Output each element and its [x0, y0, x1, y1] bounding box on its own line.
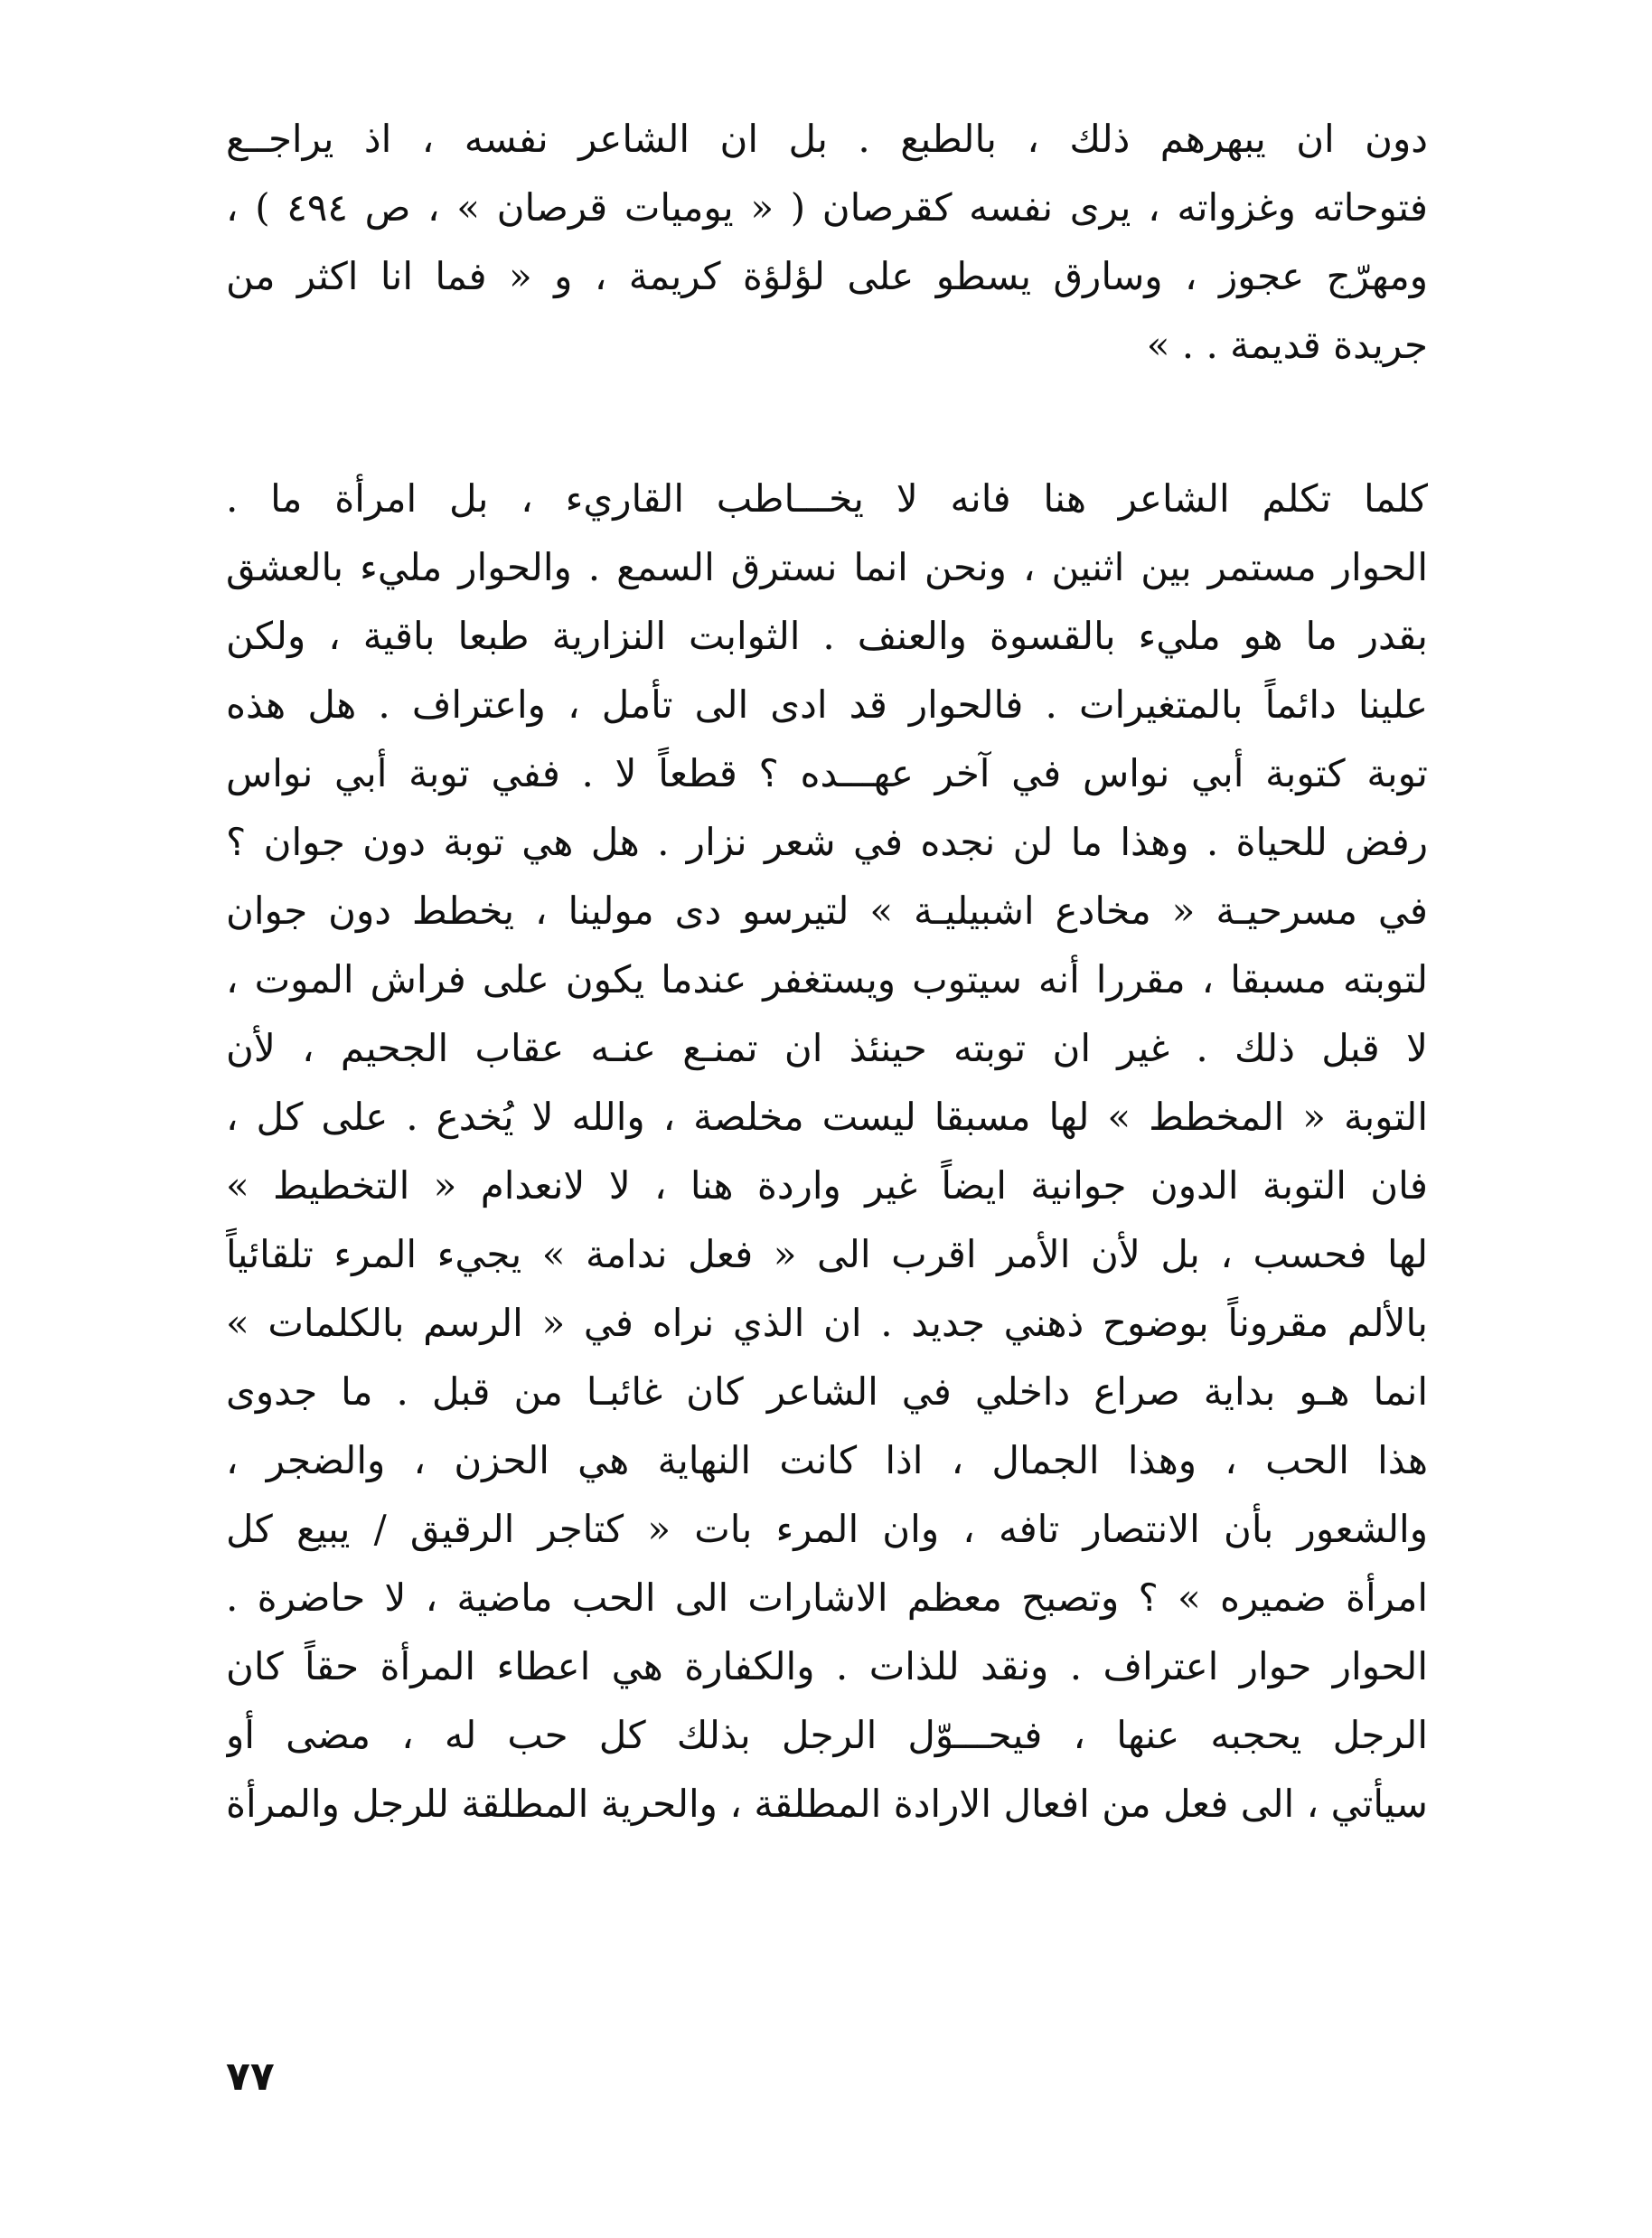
- text-line: توبة كتوبة أبي نواس في آخر عهـــده ؟ قطعاً لا . ففي توبة أبي نواس: [226, 751, 1428, 795]
- text-line: والشعور بأن الانتصار تافه ، وان المرء بات « كتاجر الرقيق / يبيع كل: [226, 1507, 1428, 1551]
- text-line: رفض للحياة . وهذا ما لن نجده في شعر نزار . هل هي توبة دون جوان ؟: [226, 820, 1428, 864]
- text-line: بالألم مقروناً بوضوح ذهني جديد . ان الذي نراه في « الرسم بالكلمات »: [226, 1301, 1428, 1345]
- text-line: فتوحاته وغزواته ، يرى نفسه كقرصان ( « يوميات قرصان » ، ص ٤٩٤ ) ،: [226, 185, 1428, 230]
- text-line: لها فحسب ، بل لأن الأمر اقرب الى « فعل ندامة » يجيء المرء تلقائياً: [226, 1232, 1428, 1276]
- text-line: فان التوبة الدون جوانية ايضاً غير واردة هنا ، لا لانعدام « التخطيط »: [226, 1163, 1428, 1208]
- paragraph-1-text: [226, 105, 1428, 380]
- text-line: سيأتي ، الى فعل من افعال الارادة المطلقة ، والحرية المطلقة للرجل والمرأة: [226, 1782, 1428, 1826]
- text-line: جريدة قديمة . . »: [1146, 323, 1428, 367]
- text-line: بقدر ما هو مليء بالقسوة والعنف . الثوابت النزارية طبعا باقية ، ولكن: [226, 614, 1428, 658]
- text-line: لتوبته مسبقا ، مقررا أنه سيتوب ويستغفر عندما يكون على فراش الموت ،: [226, 957, 1428, 1001]
- text-line: كلما تكلم الشاعر هنا فانه لا يخـــاطب القاريء ، بل امرأة ما .: [226, 476, 1428, 521]
- text-line: الحوار حوار اعتراف . ونقد للذات . والكفارة هي اعطاء المرأة حقاً كان: [226, 1644, 1428, 1688]
- text-line: الرجل يحجبه عنها ، فيحـــوّل الرجل بذلك كل حب له ، مضى أو: [226, 1713, 1428, 1757]
- text-line: دون ان يبهرهم ذلك ، بالطبع . بل ان الشاعر نفسه ، اذ يراجــع: [226, 117, 1428, 161]
- paragraph-2: [226, 465, 1428, 1838]
- text-line: هذا الحب ، وهذا الجمال ، اذا كانت النهاية هي الحزن ، والضجر ،: [226, 1438, 1428, 1482]
- text-line: لا قبل ذلك . غير ان توبته حينئذ ان تمنـع عنـه عقاب الجحيم ، لأن: [226, 1026, 1428, 1070]
- text-line: امرأة ضميره » ؟ وتصبح معظم الاشارات الى الحب ماضية ، لا حاضرة .: [226, 1575, 1428, 1620]
- text-line: الحوار مستمر بين اثنين ، ونحن انما نسترق السمع . والحوار مليء بالعشق: [226, 545, 1428, 589]
- text-line: انما هـو بداية صراع داخلي في الشاعر كان غائبـا من قبل . ما جدوى: [226, 1369, 1428, 1414]
- paragraph-2-text: [226, 465, 1428, 1838]
- page-number: ٧٧: [226, 2054, 275, 2100]
- paragraph-1: [226, 105, 1428, 380]
- text-line: علينا دائماً بالمتغيرات . فالحوار قد ادى الى تأمل ، واعتراف . هل هذه: [226, 682, 1428, 727]
- text-line: ومهرّج عجوز ، وسارق يسطو على لؤلؤة كريمة ، و « فما انا اكثر من: [226, 254, 1428, 298]
- text-line: في مسرحيـة « مخادع اشبيليـة » لتيرسو دى مولينا ، يخطط دون جوان: [226, 889, 1428, 933]
- text-line: التوبة « المخطط » لها مسبقا ليست مخلصة ، والله لا يُخدع . على كل ،: [226, 1095, 1428, 1139]
